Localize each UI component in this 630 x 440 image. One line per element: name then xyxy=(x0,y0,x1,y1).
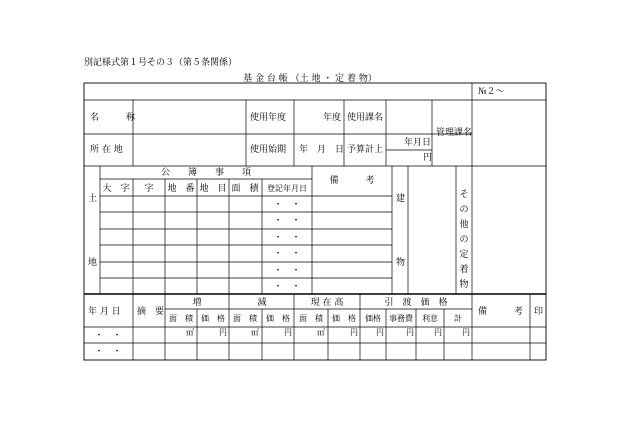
unit-yen: 円 xyxy=(434,328,442,337)
increase-area-header: 面 積 xyxy=(169,314,193,323)
current-header: 現 在 高 xyxy=(310,298,344,308)
decrease-area-header: 面 積 xyxy=(233,314,257,323)
unit-yen: 円 xyxy=(284,328,292,337)
page-title: 基 金 台 帳 （土 地 ・ 定 着 物） xyxy=(243,74,377,84)
unit-sqm: ㎡ xyxy=(186,328,194,337)
land-side-label-top: 土 xyxy=(88,194,98,204)
land-side-label-bottom: 地 xyxy=(88,258,98,268)
building-label-bottom: 物 xyxy=(396,258,406,268)
unit-yen: 円 xyxy=(376,328,384,337)
increase-header: 増 xyxy=(192,298,202,308)
budget-yen-label: 円 xyxy=(423,153,433,163)
col-lot-number: 地 番 xyxy=(167,184,195,194)
unit-yen: 円 xyxy=(219,328,227,337)
col-area: 面 積 xyxy=(231,184,259,194)
use-section-label: 使用課名 xyxy=(347,113,384,123)
building-label-top: 建 xyxy=(396,194,406,204)
unit-sqm: ㎡ xyxy=(251,328,259,337)
name-label: 名 称 xyxy=(90,113,136,123)
date-dots: ・ ・ xyxy=(273,282,301,292)
col-registration-date: 登記年月日 xyxy=(267,184,307,193)
budget-label: 予算計上 xyxy=(347,145,384,155)
date-dots: ・ ・ xyxy=(273,233,301,243)
location-label: 所 在 地 xyxy=(90,145,123,155)
current-area-header: 面 積 xyxy=(299,314,323,323)
ledger-row-dots: ・ ・ xyxy=(94,331,122,341)
budget-date-label: 年月日 xyxy=(404,138,432,148)
unit-yen: 円 xyxy=(350,328,358,337)
col-aza: 字 xyxy=(144,184,154,194)
use-start-date: 年 月 日 xyxy=(299,145,345,155)
use-year-label: 使用年度 xyxy=(250,113,287,123)
increase-price-header: 価 格 xyxy=(201,314,225,323)
ledger-row-dots: ・ ・ xyxy=(94,347,122,357)
land-remarks-header: 備 考 xyxy=(329,176,375,186)
current-price-header: 価 格 xyxy=(332,314,356,323)
decrease-header: 減 xyxy=(257,298,267,308)
date-dots: ・ ・ xyxy=(273,200,301,210)
ledger-summary-header: 摘 要 xyxy=(137,307,165,317)
date-dots: ・ ・ xyxy=(273,266,301,276)
year-suffix: 年度 xyxy=(323,113,342,123)
unit-yen: 円 xyxy=(406,328,414,337)
use-start-label: 使用始期 xyxy=(250,145,287,155)
unit-sqm: ㎡ xyxy=(317,328,325,337)
date-dots: ・ ・ xyxy=(273,216,301,226)
col-oaza: 大 字 xyxy=(102,184,130,194)
transfer-fee-header: 事務費 xyxy=(389,314,413,323)
seal-header: 印 xyxy=(534,307,544,317)
ledger-remarks-header: 備 考 xyxy=(478,307,524,317)
transfer-interest-header: 利息 xyxy=(422,314,438,323)
registry-header: 公 簿 事 項 xyxy=(160,168,252,178)
col-land-category: 地 目 xyxy=(199,184,227,194)
form-number: №２〜 xyxy=(478,87,505,97)
mgmt-section-label: 管理課名 xyxy=(436,128,473,138)
transfer-header: 引 渡 価 格 xyxy=(384,298,448,308)
date-dots: ・ ・ xyxy=(273,249,301,259)
transfer-price-header: 価格 xyxy=(365,314,381,323)
form-caption: 別記様式第１号その３（第５条関係） xyxy=(84,58,238,68)
fixtures-label: その他の定着物 xyxy=(459,190,469,290)
decrease-price-header: 価 格 xyxy=(266,314,290,323)
ledger-date-header: 年 月 日 xyxy=(88,307,121,317)
unit-yen: 円 xyxy=(462,328,470,337)
transfer-total-header: 計 xyxy=(454,314,462,323)
